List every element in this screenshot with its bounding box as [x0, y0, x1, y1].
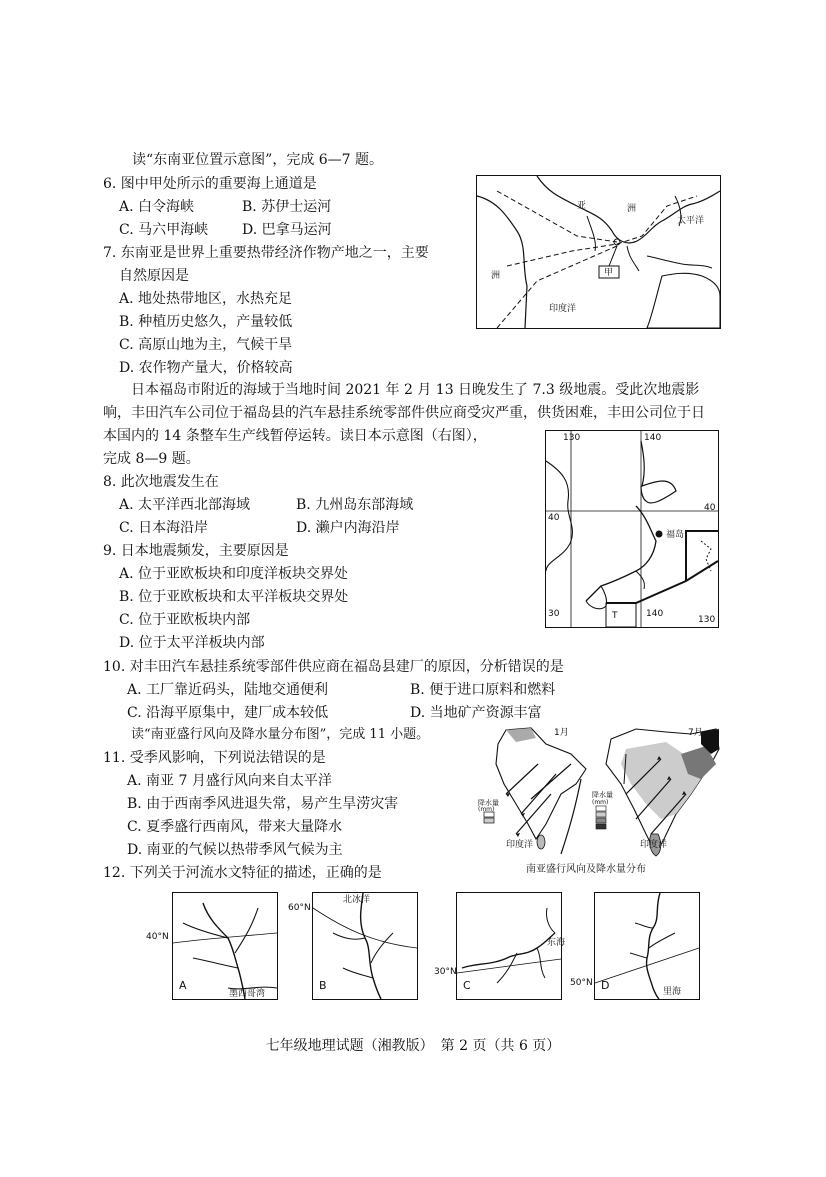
q8-9-passage-line3: 本国内的 14 条整车生产线暂停运转。读日本示意图（右图）， [103, 428, 487, 444]
southeast-asia-map-drawing [477, 176, 720, 328]
river-map-c-letter: C [463, 979, 471, 992]
q8-option-c: C. 日本海沿岸 [119, 520, 209, 536]
monsoon-map-jul-label: 7月 [688, 728, 703, 738]
map-label-asia: 亚 [577, 201, 587, 211]
q9-option-b: B. 位于亚欧板块和太平洋板块交界处 [119, 589, 349, 605]
q7-option-a: A. 地处热带地区，水热充足 [119, 291, 293, 307]
page-footer: 七年级地理试题（湘教版） 第 2 页（共 6 页） [265, 1038, 561, 1054]
japan-map-lon-130-bottom: 130 [698, 615, 716, 625]
q11-intro: 读“南亚盛行风向及降水量分布图”，完成 11 小题。 [131, 727, 430, 742]
river-map-d-sea: 里海 [663, 987, 682, 997]
river-map-d-letter: D [601, 979, 610, 992]
japan-map-lat-40-right: 40 [704, 503, 716, 513]
q6-option-b: B. 苏伊士运河 [242, 199, 332, 215]
map-label-pacific: 太平洋 [677, 216, 705, 226]
river-map-a-lat: 40°N [146, 932, 169, 942]
river-map-a-letter: A [179, 979, 187, 992]
q11-option-c: C. 夏季盛行西南风，带来大量降水 [127, 819, 343, 835]
q8-stem: 8. 此次地震发生在 [103, 474, 219, 490]
q6-7-intro: 读“东南亚位置示意图”，完成 6—7 题。 [132, 152, 384, 168]
japan-map-lon-130-top: 130 [563, 433, 581, 443]
map-label-indian-ocean: 印度洋 [549, 304, 577, 314]
monsoon-legend-unit-right: (mm) [592, 799, 609, 806]
monsoon-legend-unit-left: (mm) [478, 806, 495, 813]
q9-option-d: D. 位于太平洋板块内部 [119, 635, 265, 651]
japan-map-lon-140-top: 140 [644, 433, 662, 443]
q7-option-c: C. 高原山地为主，气候干旱 [119, 337, 293, 353]
japan-map-lat-40-left: 40 [548, 513, 560, 523]
monsoon-legend-title-right: 降水量 [592, 791, 613, 799]
river-map-d-drawing [595, 893, 699, 999]
map-label-jia: 甲 [604, 268, 614, 278]
q9-option-a: A. 位于亚欧板块和印度洋板块交界处 [119, 566, 349, 582]
q10-option-b: B. 便于进口原料和燃料 [410, 682, 556, 698]
q12-stem: 12. 下列关于河流水文特征的描述，正确的是 [103, 865, 382, 881]
q7-option-d: D. 农作物产量大，价格较高 [119, 360, 293, 376]
monsoon-map-ocean-left: 印度洋 [506, 840, 534, 850]
river-map-b-letter: B [319, 979, 327, 992]
q8-9-passage-line4: 完成 8—9 题。 [103, 451, 200, 467]
q6-option-a: A. 白令海峡 [119, 199, 195, 215]
map-label-zhou: 洲 [627, 204, 637, 214]
river-map-d-lat: 50°N [570, 978, 593, 988]
q6-option-d: D. 巴拿马运河 [242, 222, 332, 238]
monsoon-legend-title-left: 降水量 [478, 799, 499, 807]
q10-option-d: D. 当地矿产资源丰富 [410, 705, 542, 721]
monsoon-map-jan-label: 1月 [554, 728, 569, 738]
q8-option-b: B. 九州岛东部海域 [296, 497, 414, 513]
q9-stem: 9. 日本地震频发，主要原因是 [103, 543, 289, 559]
river-map-c-lat: 30°N [434, 967, 457, 977]
japan-map-inset-label: T [612, 611, 618, 621]
japan-map-lat-30: 30 [548, 609, 560, 619]
q10-stem: 10. 对丰田汽车悬挂系统零部件供应商在福岛县建厂的原因，分析错误的是 [103, 659, 564, 675]
river-map-d [594, 892, 700, 1000]
river-map-b-lat: 60°N [288, 903, 311, 913]
q11-option-a: A. 南亚 7 月盛行风向来自太平洋 [127, 773, 332, 789]
japan-map-lon-140-bottom: 140 [646, 609, 664, 619]
japan-map-city-label: 福岛 [666, 530, 685, 540]
q11-option-d: D. 南亚的气候以热带季风气候为主 [127, 842, 343, 858]
river-map-c [456, 892, 566, 1000]
southeast-asia-map [476, 175, 721, 329]
q7-option-b: B. 种植历史悠久，产量较低 [119, 314, 293, 330]
q8-option-d: D. 濑户内海沿岸 [296, 520, 400, 536]
japan-map [545, 430, 719, 628]
river-map-b [312, 892, 418, 1000]
river-map-c-drawing [457, 893, 561, 999]
q8-9-passage-line2: 响，丰田汽车公司位于福岛县的汽车悬挂系统零部件供应商受灾严重，供货困难，丰田公司位于日 [103, 405, 705, 421]
q11-option-b: B. 由于西南季风进退失常，易产生旱涝灾害 [127, 796, 399, 812]
monsoon-figure-caption: 南亚盛行风向及降水量分布 [526, 864, 646, 875]
q7-stem-line2: 自然原因是 [119, 268, 189, 284]
q9-option-c: C. 位于亚欧板块内部 [119, 612, 251, 628]
river-map-c-sea: 东海 [547, 938, 566, 948]
map-label-zhou-2: 洲 [491, 271, 501, 281]
q6-option-c: C. 马六甲海峡 [119, 222, 209, 238]
river-map-a-drawing [173, 893, 277, 999]
q10-option-a: A. 工厂靠近码头，陆地交通便利 [127, 682, 329, 698]
q7-stem-line1: 7. 东南亚是世界上重要热带经济作物产地之一，主要 [103, 245, 429, 261]
monsoon-map-ocean-right: 印度洋 [640, 840, 668, 850]
river-map-a-sea: 墨西哥湾 [229, 989, 266, 999]
river-map-a [172, 892, 278, 1000]
q10-option-c: C. 沿海平原集中，建厂成本较低 [127, 705, 329, 721]
river-map-b-sea: 北冰洋 [343, 895, 371, 905]
japan-map-drawing [546, 431, 718, 627]
q11-stem: 11. 受季风影响，下列说法错误的是 [103, 750, 326, 766]
south-asia-monsoon-figure [476, 724, 719, 879]
q8-option-a: A. 太平洋西北部海域 [119, 497, 251, 513]
river-map-b-drawing [313, 893, 417, 999]
q6-stem: 6. 图中甲处所示的重要海上通道是 [103, 176, 317, 192]
q8-9-passage-line1: 日本福岛市附近的海域于当地时间 2021 年 2 月 13 日晚发生了 7.3 级地震。受此次地震影 [131, 382, 700, 398]
